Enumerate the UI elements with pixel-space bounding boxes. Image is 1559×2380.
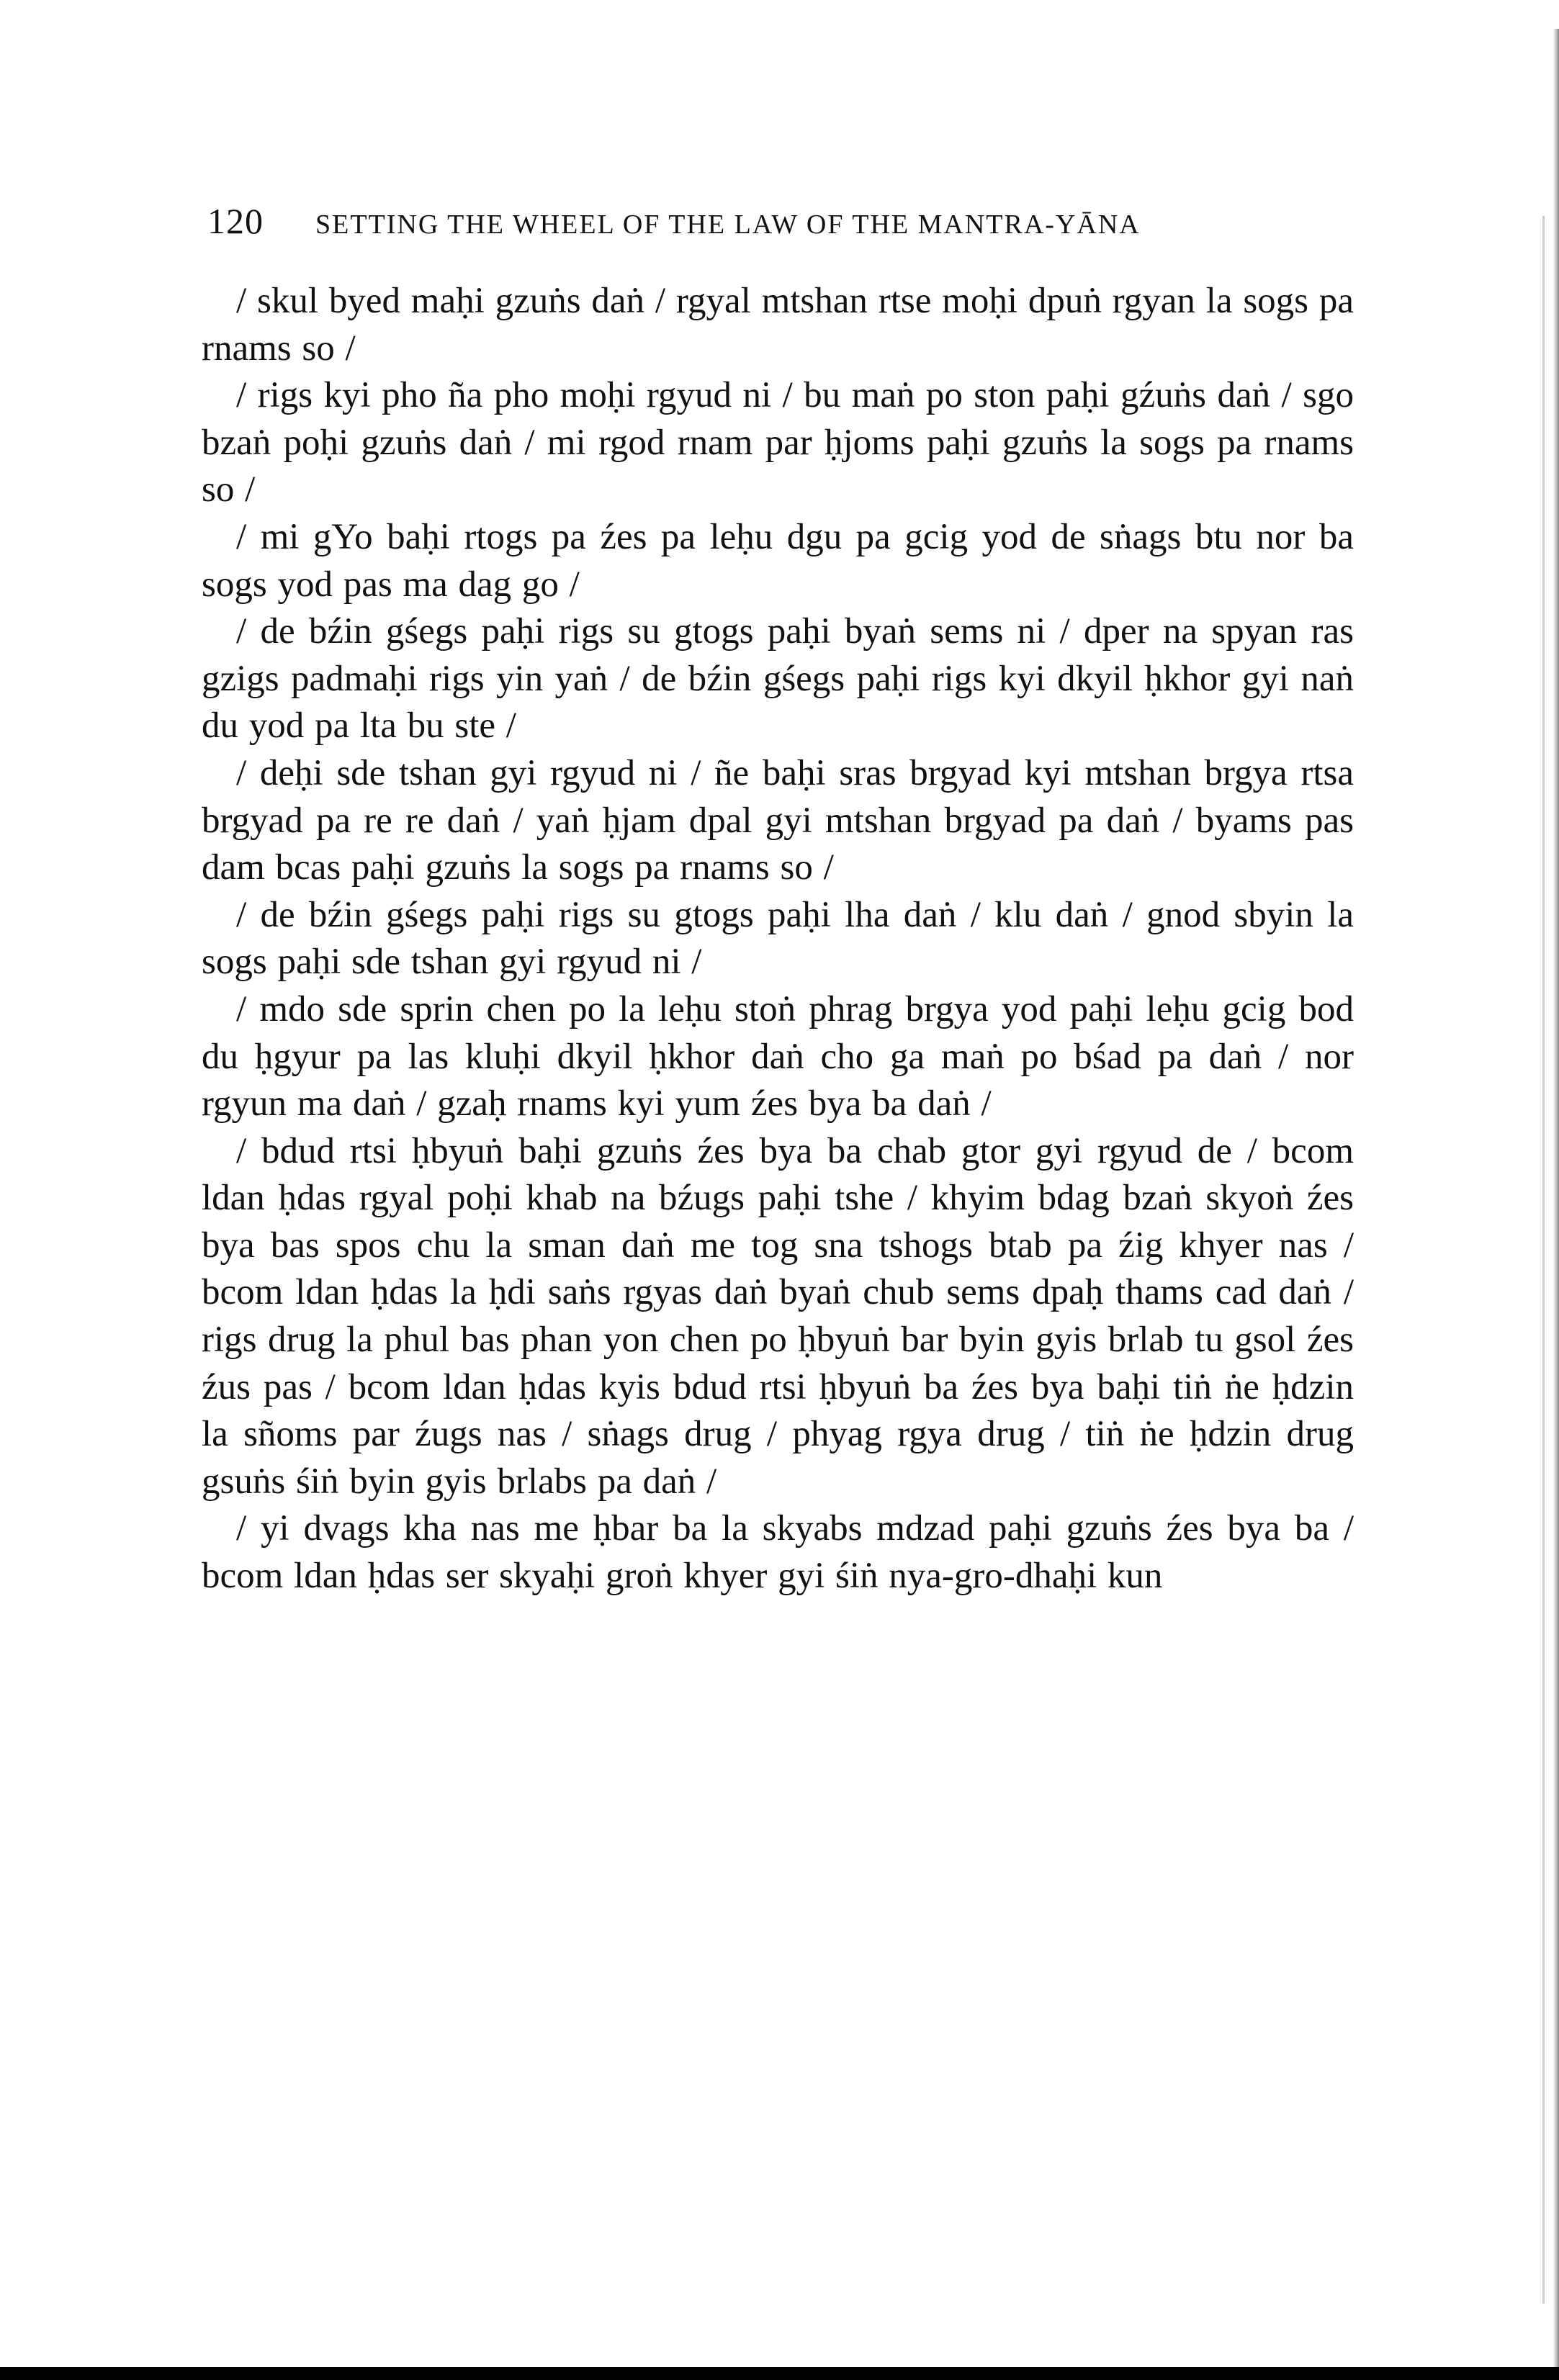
paragraph: / mdo sde sprin chen po la leḥu stoṅ phrag brgya yod paḥi leḥu gcig bod du ḥgyur pa las kluḥi dkyil ḥkhor daṅ cho ga maṅ po bśad pa daṅ / nor rgyun ma daṅ / gzaḥ rnams kyi yum źes bya ba daṅ /: [202, 988, 1354, 1124]
body-text: [202, 278, 1354, 1600]
paragraph: / bdud rtsi ḥbyuṅ baḥi gzuṅs źes bya ba chab gtor gyi rgyud de / bcom ldan ḥdas rgyal poḥi khab na bźugs paḥi tshe / khyim bdag bzaṅ skyoṅ źes bya bas spos chu la sman daṅ me tog sna tshogs btab pa źig khyer nas / bcom ldan ḥdas la ḥdi saṅs rgyas daṅ byaṅ chub sems dpaḥ thams cad daṅ / rigs drug la phul bas phan yon chen po ḥbyuṅ bar byin gyis brlab tu gsol źes źus pas / bcom ldan ḥdas kyis bdud rtsi ḥbyuṅ ba źes bya baḥi tiṅ ṅe ḥdzin la sñoms par źugs nas / sṅags drug / phyag rgya drug / tiṅ ṅe ḥdzin drug gsuṅs śiṅ byin gyis brlabs pa daṅ /: [202, 1130, 1354, 1502]
page-header: [207, 200, 1360, 258]
paragraph: / yi dvags kha nas me ḥbar ba la skyabs mdzad paḥi gzuṅs źes bya ba / bcom ldan ḥdas ser skyaḥi groṅ khyer gyi śiṅ nya-gro-dhaḥi kun: [202, 1508, 1354, 1597]
paragraph: / de bźin gśegs paḥi rigs su gtogs paḥi byaṅ sems ni / dper na spyan ras gzigs padmaḥi rigs yin yaṅ / de bźin gśegs paḥi rigs kyi dkyil ḥkhor gyi naṅ du yod pa lta bu ste /: [202, 611, 1354, 747]
paragraph: / de bźin gśegs paḥi rigs su gtogs paḥi lha daṅ / klu daṅ / gnod sbyin la sogs paḥi sde tshan gyi rgyud ni /: [202, 894, 1354, 983]
paragraph: / mi gYo baḥi rtogs pa źes pa leḥu dgu pa gcig yod de sṅags btu nor ba sogs yod pas ma dag go /: [202, 516, 1354, 605]
page-right-edge: [1553, 29, 1559, 2380]
page-edge-shadow: [1542, 216, 1545, 2304]
running-head: SETTING THE WHEEL OF THE LAW OF THE MANTRA-YĀNA: [315, 209, 1141, 240]
page-bottom-edge: [0, 2367, 1559, 2380]
paragraph: / skul byed maḥi gzuṅs daṅ / rgyal mtshan rtse moḥi dpuṅ rgyan la sogs pa rnams so /: [202, 281, 1354, 369]
paragraph: / rigs kyi pho ña pho moḥi rgyud ni / bu maṅ po ston paḥi gźuṅs daṅ / sgo bzaṅ poḥi gzuṅs daṅ / mi rgod rnam par ḥjoms paḥi gzuṅs la sogs pa rnams so /: [202, 375, 1354, 510]
paragraph: / deḥi sde tshan gyi rgyud ni / ñe baḥi sras brgyad kyi mtshan brgya rtsa brgyad pa re re daṅ / yaṅ ḥjam dpal gyi mtshan brgyad pa daṅ / byams pas dam bcas paḥi gzuṅs la sogs pa rnams so /: [202, 752, 1354, 888]
page-number: 120: [207, 201, 264, 241]
